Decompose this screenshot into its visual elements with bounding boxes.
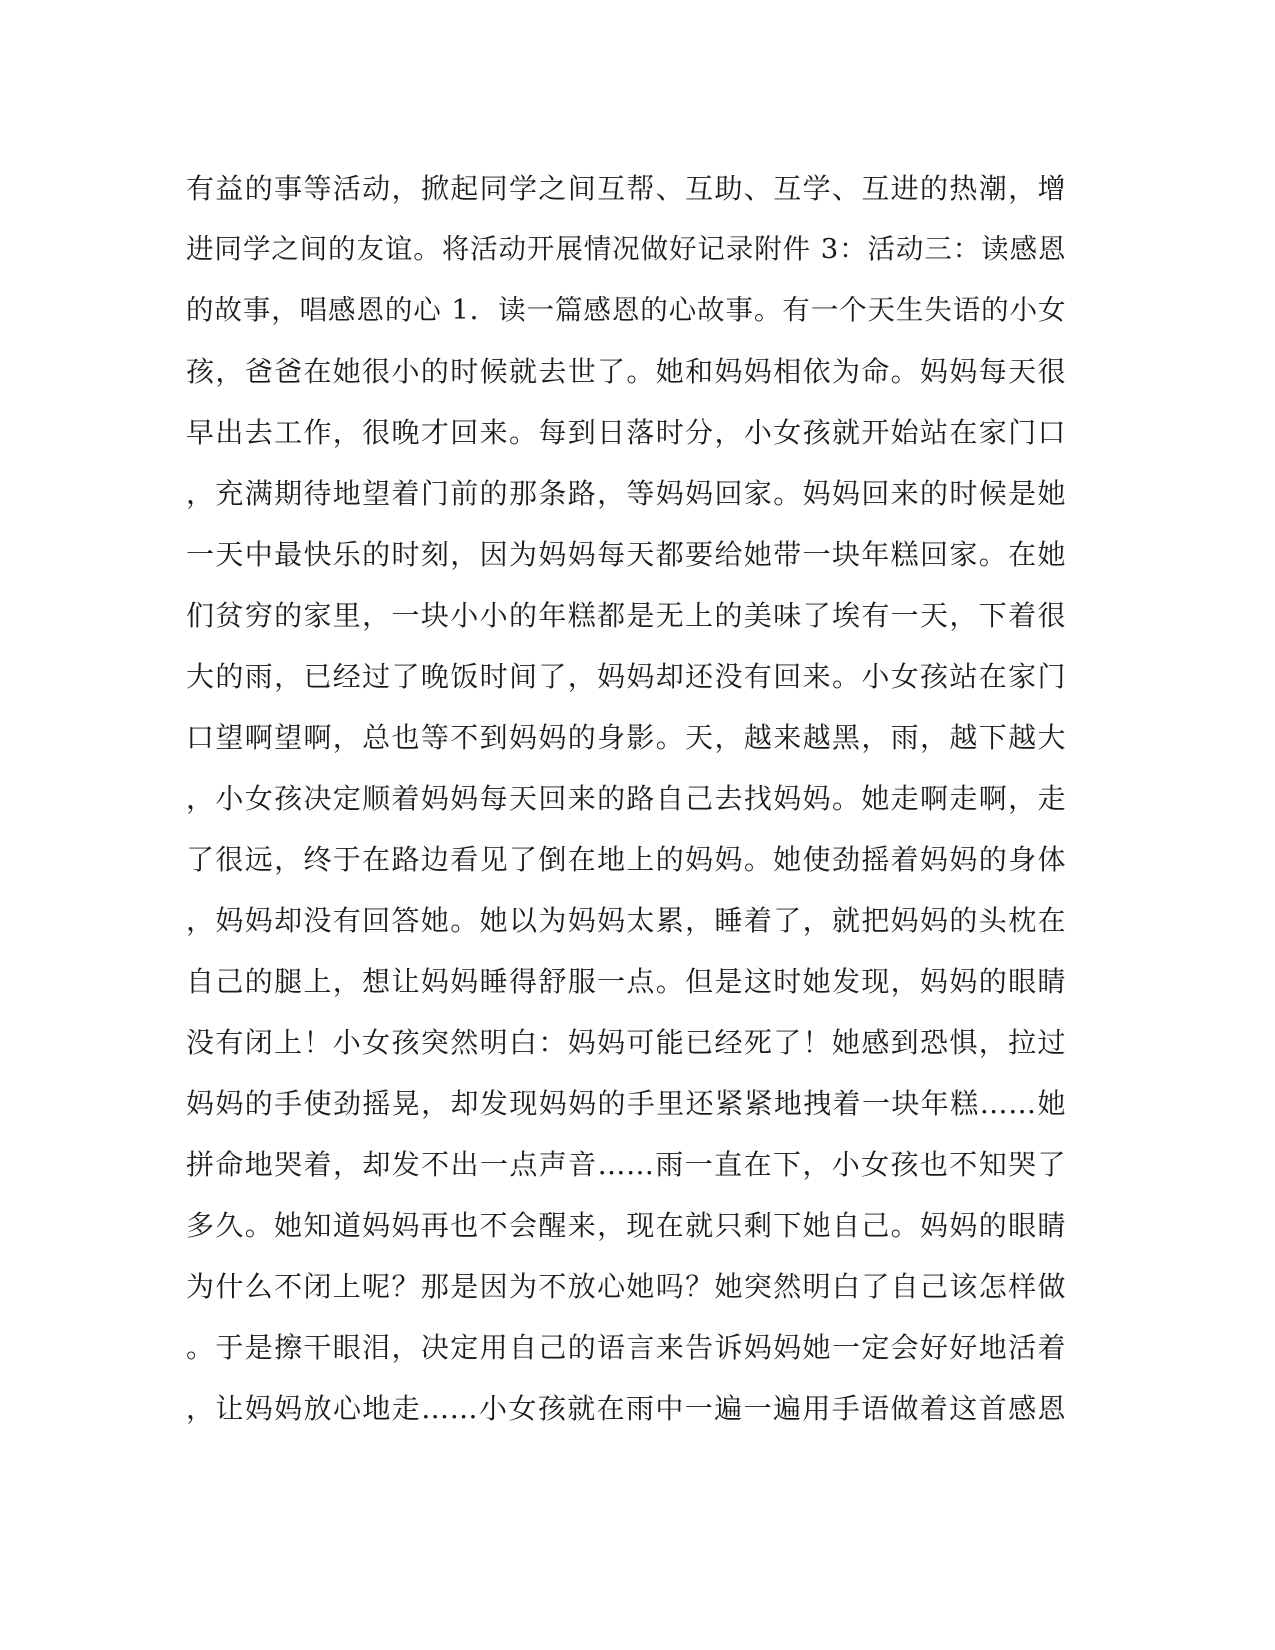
text-line: ，充满期待地望着门前的那条路，等妈妈回家。妈妈回来的时候是她 bbox=[186, 477, 1066, 510]
text-line: 了很远，终于在路边看见了倒在地上的妈妈。她使劲摇着妈妈的身体 bbox=[186, 843, 1066, 876]
text-line: ，让妈妈放心地走……小女孩就在雨中一遍一遍用手语做着这首感恩 bbox=[186, 1392, 1066, 1425]
text-line: 口望啊望啊，总也等不到妈妈的身影。天，越来越黑，雨，越下越大 bbox=[186, 721, 1066, 754]
text-line: 没有闭上！小女孩突然明白：妈妈可能已经死了！她感到恐惧，拉过 bbox=[186, 1026, 1066, 1059]
text-line: 早出去工作，很晚才回来。每到日落时分，小女孩就开始站在家门口 bbox=[186, 416, 1066, 449]
text-line: 的故事，唱感恩的心 1．读一篇感恩的心故事。有一个天生失语的小女 bbox=[186, 294, 1066, 326]
body-text bbox=[186, 158, 1066, 1439]
text-line: 妈妈的手使劲摇晃，却发现妈妈的手里还紧紧地拽着一块年糕……她 bbox=[186, 1087, 1066, 1120]
text-line: ，妈妈却没有回答她。她以为妈妈太累，睡着了，就把妈妈的头枕在 bbox=[186, 904, 1066, 937]
text-line: ，小女孩决定顺着妈妈每天回来的路自己去找妈妈。她走啊走啊，走 bbox=[186, 782, 1066, 815]
text-line: 有益的事等活动，掀起同学之间互帮、互助、互学、互进的热潮，增 bbox=[186, 172, 1066, 205]
text-line: 。于是擦干眼泪，决定用自己的语言来告诉妈妈她一定会好好地活着 bbox=[186, 1331, 1066, 1364]
text-line: 自己的腿上，想让妈妈睡得舒服一点。但是这时她发现，妈妈的眼睛 bbox=[186, 965, 1066, 998]
text-line: 大的雨，已经过了晚饭时间了，妈妈却还没有回来。小女孩站在家门 bbox=[186, 660, 1066, 693]
text-line: 多久。她知道妈妈再也不会醒来，现在就只剩下她自己。妈妈的眼睛 bbox=[186, 1209, 1066, 1242]
text-line: 们贫穷的家里，一块小小的年糕都是无上的美味了埃有一天，下着很 bbox=[186, 599, 1066, 632]
text-line: 拼命地哭着，却发不出一点声音……雨一直在下，小女孩也不知哭了 bbox=[186, 1148, 1066, 1181]
text-line: 为什么不闭上呢？那是因为不放心她吗？她突然明白了自己该怎样做 bbox=[186, 1270, 1066, 1303]
text-line: 孩，爸爸在她很小的时候就去世了。她和妈妈相依为命。妈妈每天很 bbox=[186, 355, 1066, 388]
text-line: 进同学之间的友谊。将活动开展情况做好记录附件 3：活动三：读感恩 bbox=[186, 233, 1066, 265]
text-line: 一天中最快乐的时刻，因为妈妈每天都要给她带一块年糕回家。在她 bbox=[186, 538, 1066, 571]
